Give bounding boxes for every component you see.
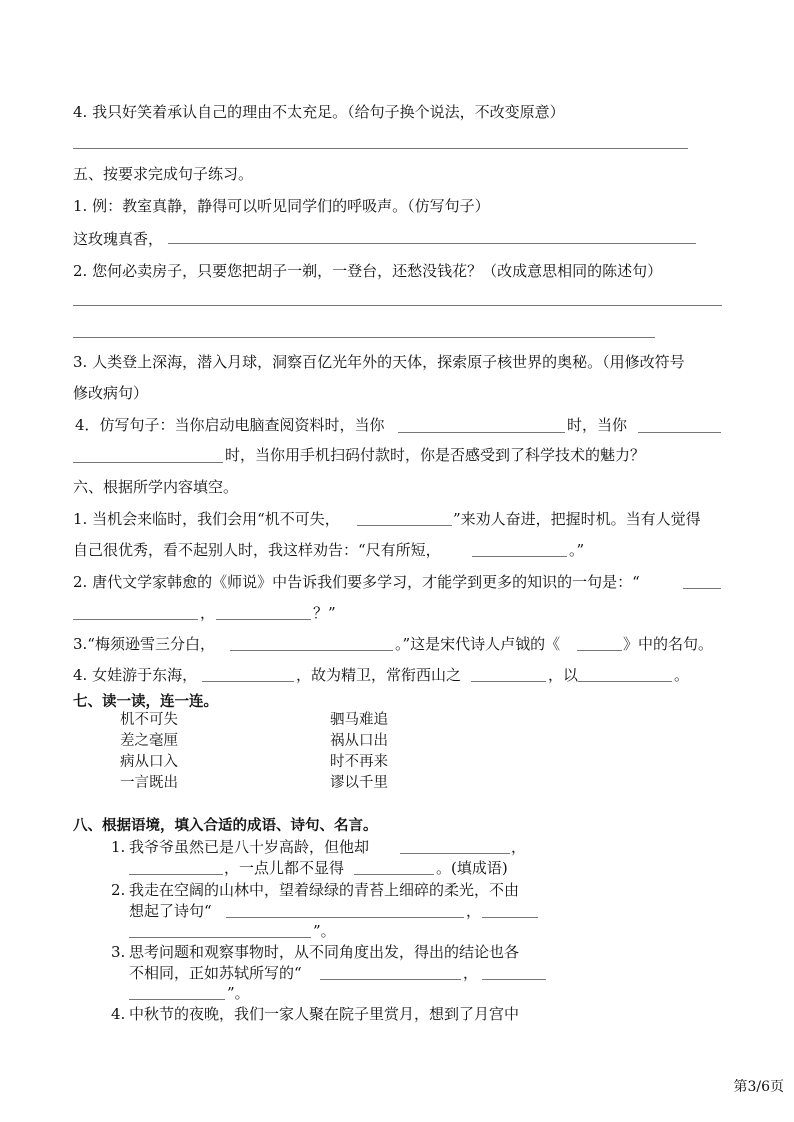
question-8-1-number: 1. bbox=[111, 838, 126, 856]
question-6-1-c: 自己很优秀，看不起别人时，我这样劝告：“尺有所短， bbox=[73, 541, 441, 559]
question-8-4-line1: 中秋节的夜晚，我们一家人聚在院子里赏月，想到了月宫中 bbox=[129, 1005, 520, 1023]
question-8-3-line2a: 不相同，正如苏轼所写的“ bbox=[129, 964, 302, 982]
question-6-4-b: ，故为精卫，常衔西山之 bbox=[296, 666, 462, 684]
question-6-3-a: 3.“梅须逊雪三分白， bbox=[73, 635, 215, 653]
question-8-3-line3: ”。 bbox=[227, 984, 250, 1002]
question-5-3-text: 修改病句 bbox=[73, 384, 134, 402]
question-5-4-line1: 4．仿写句子：当你启动电脑查阅资料时，当你 bbox=[75, 416, 385, 434]
blank bbox=[129, 874, 223, 875]
question-8-3-number: 3. bbox=[111, 943, 126, 961]
answer-line bbox=[73, 337, 655, 338]
blank bbox=[683, 588, 721, 589]
blank bbox=[577, 650, 622, 651]
question-6-2-comma: ， bbox=[200, 604, 216, 622]
match-left-item: 病从口入 bbox=[120, 754, 178, 770]
question-8-2-line2a: 想起了诗句“ bbox=[129, 902, 212, 920]
question-6-2-end: ？” bbox=[313, 604, 336, 622]
question-6-3-c: 》中的名句。 bbox=[623, 635, 714, 653]
match-right-item: 时不再来 bbox=[330, 754, 388, 770]
question-8-3-line2b: ， bbox=[463, 964, 479, 982]
answer-line bbox=[168, 243, 696, 244]
question-6-1-a: 1. 当机会来临时，我们会用“机不可失， bbox=[73, 510, 340, 528]
blank bbox=[226, 917, 464, 918]
question-4-4: 4. 我只好笑着承认自己的理由不太充足。（给句子换个说法，不改变原意） bbox=[73, 103, 565, 121]
blank bbox=[230, 650, 393, 651]
blank bbox=[638, 432, 721, 433]
question-6-2-line1: 2. 唐代文学家韩愈的《师说》中告诉我们要多学习，才能学到更多的知识的一句是：“ bbox=[73, 573, 640, 591]
blank bbox=[471, 681, 546, 682]
question-6-4-c: ，以 bbox=[548, 666, 579, 684]
blank bbox=[357, 525, 452, 526]
question-8-1-line1: 我爷爷虽然已是八十岁高龄，但他却 bbox=[129, 838, 370, 856]
section-8-heading: 八、根据语境，填入合适的成语、诗句、名言。 bbox=[73, 818, 378, 834]
question-5-3-bracket: ） bbox=[133, 384, 149, 402]
blank bbox=[482, 979, 546, 980]
blank bbox=[129, 999, 225, 1000]
match-left-item: 差之毫厘 bbox=[120, 733, 178, 749]
match-right-column bbox=[330, 710, 388, 794]
blank bbox=[398, 432, 565, 433]
question-5-1: 1. 例：教室真静，静得可以听见同学们的呼吸声。（仿写句子） bbox=[73, 197, 490, 215]
question-5-1-prefix: 这玫瑰真香， bbox=[73, 230, 164, 248]
match-right-item: 祸从口出 bbox=[330, 733, 388, 749]
answer-line bbox=[73, 148, 688, 149]
question-8-1-line2b: 。(填成语) bbox=[436, 859, 508, 877]
question-8-4-number: 4. bbox=[111, 1005, 126, 1023]
question-6-1-b: ”来劝人奋进，把握时机。当有人觉得 bbox=[453, 510, 701, 528]
blank bbox=[354, 874, 434, 875]
question-8-2-number: 2. bbox=[111, 881, 126, 899]
blank bbox=[400, 853, 510, 854]
question-8-2-line2b: ， bbox=[466, 902, 482, 920]
section-5-heading: 五、按要求完成句子练习。 bbox=[73, 165, 254, 183]
answer-line bbox=[73, 305, 722, 306]
blank bbox=[73, 462, 223, 463]
blank bbox=[202, 681, 294, 682]
page-number: 第3/6页 bbox=[733, 1079, 784, 1095]
blank bbox=[129, 937, 311, 938]
question-5-2: 2. 您何必卖房子，只要您把胡子一剃，一登台，还愁没钱花？（改成意思相同的陈述句） bbox=[73, 262, 663, 280]
question-8-2-line3: ”。 bbox=[313, 922, 336, 940]
question-6-1-d: 。” bbox=[569, 541, 585, 559]
match-left-column bbox=[120, 710, 178, 794]
match-right-item: 谬以千里 bbox=[330, 775, 388, 791]
question-8-1-line2a: ，一点儿都不显得 bbox=[224, 859, 345, 877]
question-6-4-a: 4. 女娃游于东海， bbox=[73, 666, 198, 684]
question-5-4-mid: 时，当你 bbox=[567, 416, 628, 434]
question-8-3-line1: 思考问题和观察事物时，从不同角度出发，得出的结论也各 bbox=[129, 943, 520, 961]
match-left-item: 一言既出 bbox=[120, 775, 178, 791]
question-6-4-d: 。 bbox=[674, 666, 690, 684]
match-right-item: 驷马难追 bbox=[330, 712, 388, 728]
question-5-4-line2: 时，当你用手机扫码付款时，你是否感受到了科学技术的魅力？ bbox=[225, 446, 646, 464]
match-left-item: 机不可失 bbox=[120, 712, 178, 728]
section-6-heading: 六、根据所学内容填空。 bbox=[73, 478, 239, 496]
question-8-2-line1: 我走在空阔的山林中，望着绿绿的青苔上细碎的柔光，不由 bbox=[129, 881, 520, 899]
blank bbox=[482, 917, 538, 918]
section-7-heading: 七、读一读，连一连。 bbox=[73, 694, 218, 710]
blank bbox=[472, 556, 567, 557]
blank bbox=[216, 619, 311, 620]
blank bbox=[320, 979, 461, 980]
question-5-3-line2 bbox=[73, 383, 148, 403]
question-8-1-comma: ， bbox=[511, 838, 527, 856]
blank bbox=[73, 619, 198, 620]
question-6-3-b: 。”这是宋代诗人卢钺的《 bbox=[395, 635, 561, 653]
question-5-3-line1: 3. 人类登上深海，潜入月球，洞察百亿光年外的天体，探索原子核世界的奥秘。（用修改符号 bbox=[73, 353, 685, 371]
blank bbox=[578, 681, 672, 682]
